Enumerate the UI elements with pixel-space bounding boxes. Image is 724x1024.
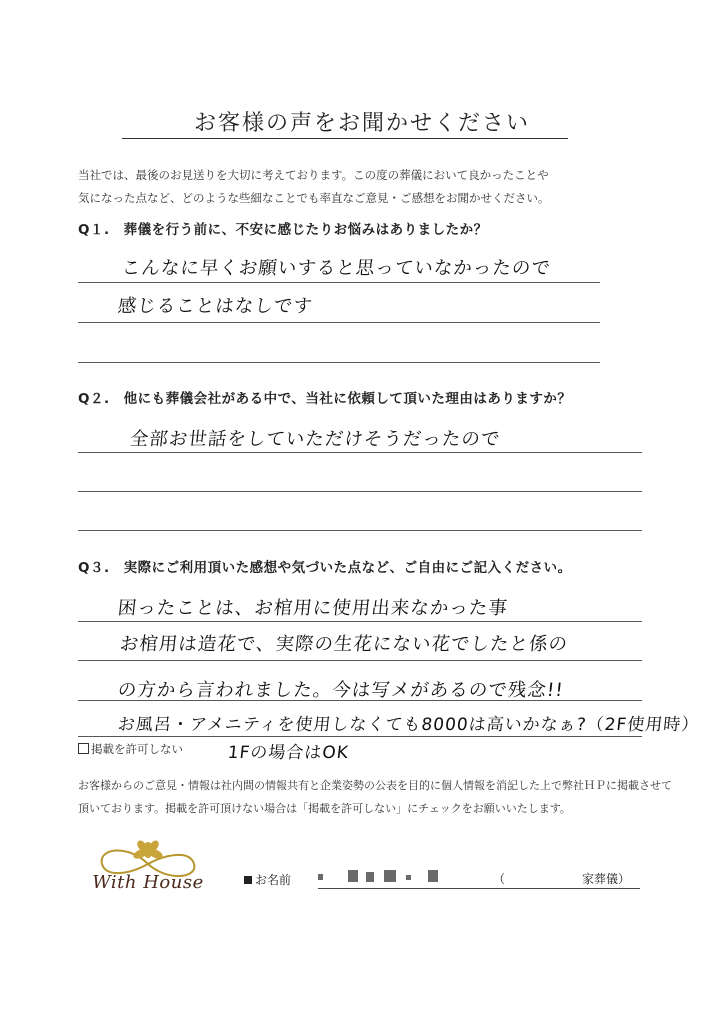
redacted-name [318,866,458,886]
family-suffix: 家葬儀） [582,872,631,886]
name-label: お名前 [244,871,291,888]
notice-line: 頂いております。掲載を許可頂けない場合は「掲載を許可しない」にチェックをお願いいたします。 [78,802,571,815]
intro-line: 当社では、最後のお見送りを大切に考えております。この度の葬儀において良かったことや [78,168,549,182]
name-underline [318,888,640,889]
answer-rule [78,660,642,661]
permission-checkbox[interactable] [78,743,89,754]
answer-rule [78,362,600,363]
q1-question: Q１. 葬儀を行う前に、不安に感じたりお悩みはありましたか？ [78,222,488,238]
answer-rule [78,736,642,737]
square-bullet-icon [244,876,252,884]
intro-text [78,164,658,210]
page-title: お客様の声をお聞かせください [193,111,530,136]
q3-answer-line: 1Fの場合はOK [226,743,350,763]
q1-answer-line: こんなに早くお願いすると思っていなかったので [120,258,552,279]
title-underline [122,138,568,139]
logo-text: With House [92,872,204,893]
q1-answer-line: 感じることはなしです [116,296,314,317]
permission-checkbox-row[interactable] [78,741,183,757]
answer-rule [78,700,642,701]
answer-rule [78,621,642,622]
q3-question: Q３. 実際にご利用頂いた感想や気づいた点など、ご自由にご記入ください。 [78,560,572,576]
answer-rule [78,282,600,283]
q3-answer-line: お棺用は造花で、実際の生花にない花でしたと係の [118,634,570,655]
answer-rule [78,322,600,323]
paren-open: （ [493,872,506,886]
flower-ornament-icon [78,834,218,904]
answer-rule [78,530,642,531]
q2-answer-line: 全部お世話をしていただけそうだったので [128,429,502,450]
q3-answer-line: 困ったことは、お棺用に使用出来なかった事 [116,598,509,619]
privacy-notice [78,774,678,820]
answer-rule [78,452,642,453]
q2-question: Q２. 他にも葬儀会社がある中で、当社に依頼して頂いた理由はありますか？ [78,391,572,407]
answer-rule [78,491,642,492]
permission-label: 掲載を許可しない [91,742,183,756]
q3-answer-line: お風呂・アメニティを使用しなくても8000は高いかなぁ?（2F使用時） [116,715,701,735]
intro-line: 気になった点など、どのような些細なことでも率直なご意見・ご感想をお聞かせください。 [78,191,550,205]
q3-answer-line: の方から言われました。今は写メがあるので残念!! [116,680,565,701]
notice-line: お客様からのご意見・情報は社内間の情報共有と企業姿勢の公表を目的に個人情報を消記した上で弊社ＨＰに掲載させて [78,779,672,792]
